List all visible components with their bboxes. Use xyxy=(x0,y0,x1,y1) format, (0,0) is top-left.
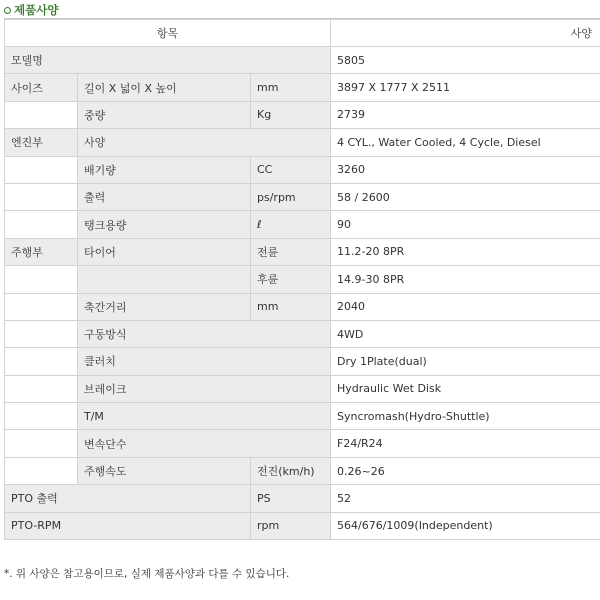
row-value: Dry 1Plate(dual) xyxy=(331,348,600,375)
table-row xyxy=(5,266,600,293)
row-category: 사이즈 xyxy=(5,74,78,101)
row-unit: CC xyxy=(251,156,331,183)
header-spec: 사양 xyxy=(331,20,600,47)
table-row xyxy=(5,238,600,265)
table-row xyxy=(5,293,600,320)
table-header-row xyxy=(5,20,600,47)
row-subitem: 변속단수 xyxy=(78,430,331,457)
row-category-empty xyxy=(5,266,78,293)
row-subitem: 사양 xyxy=(78,129,331,156)
row-value: 4 CYL., Water Cooled, 4 Cycle, Diesel xyxy=(331,129,600,156)
row-subitem: 클러치 xyxy=(78,348,331,375)
row-category-empty xyxy=(5,293,78,320)
row-subitem: 타이어 xyxy=(78,238,251,265)
row-unit: ps/rpm xyxy=(251,183,331,210)
row-category-empty xyxy=(5,403,78,430)
bullet-circle-icon xyxy=(4,7,11,14)
row-unit: Kg xyxy=(251,101,331,128)
row-unit: mm xyxy=(251,293,331,320)
row-category-empty xyxy=(5,183,78,210)
row-category: 주행부 xyxy=(5,238,78,265)
table-row xyxy=(5,47,600,74)
row-subitem: 출력 xyxy=(78,183,251,210)
row-label: PTO 출력 xyxy=(5,485,251,512)
table-row xyxy=(5,375,600,402)
disclaimer-note: *. 위 사양은 참고용이므로, 실제 제품사양과 다를 수 있습니다. xyxy=(4,568,290,580)
table-row xyxy=(5,512,600,539)
row-value: 90 xyxy=(331,211,600,238)
row-category-empty xyxy=(5,101,78,128)
row-unit: ℓ xyxy=(251,211,331,238)
row-value: 52 xyxy=(331,485,600,512)
row-value: Hydraulic Wet Disk xyxy=(331,375,600,402)
row-value: 14.9-30 8PR xyxy=(331,266,600,293)
table-row xyxy=(5,183,600,210)
row-value: 58 / 2600 xyxy=(331,183,600,210)
header-item: 항목 xyxy=(5,20,331,47)
row-unit: 후륜 xyxy=(251,266,331,293)
row-subitem: 구동방식 xyxy=(78,320,331,347)
row-category-empty xyxy=(5,457,78,484)
row-value: F24/R24 xyxy=(331,430,600,457)
row-value: 3260 xyxy=(331,156,600,183)
row-value: 2739 xyxy=(331,101,600,128)
row-subitem: 축간거리 xyxy=(78,293,251,320)
table-row xyxy=(5,320,600,347)
row-value: 11.2-20 8PR xyxy=(331,238,600,265)
row-value: 3897 X 1777 X 2511 xyxy=(331,74,600,101)
row-unit: mm xyxy=(251,74,331,101)
table-row xyxy=(5,430,600,457)
table-row xyxy=(5,74,600,101)
row-value: 2040 xyxy=(331,293,600,320)
spec-table xyxy=(4,19,600,540)
table-row xyxy=(5,156,600,183)
row-value: 5805 xyxy=(331,47,600,74)
row-subitem-empty xyxy=(78,266,251,293)
row-subitem: 중량 xyxy=(78,101,251,128)
row-value: 564/676/1009(Independent) xyxy=(331,512,600,539)
row-label: PTO-RPM xyxy=(5,512,251,539)
table-row xyxy=(5,457,600,484)
table-row xyxy=(5,129,600,156)
row-value: 0.26~26 xyxy=(331,457,600,484)
row-value: Syncromash(Hydro-Shuttle) xyxy=(331,403,600,430)
table-row xyxy=(5,348,600,375)
row-category-empty xyxy=(5,375,78,402)
row-subitem: 배기량 xyxy=(78,156,251,183)
row-unit: PS xyxy=(251,485,331,512)
row-category-empty xyxy=(5,211,78,238)
row-subitem: T/M xyxy=(78,403,331,430)
row-label: 모델명 xyxy=(5,47,331,74)
row-category-empty xyxy=(5,156,78,183)
row-category-empty xyxy=(5,348,78,375)
section-title-text: 제품사양 xyxy=(14,3,59,17)
table-row xyxy=(5,101,600,128)
row-unit: rpm xyxy=(251,512,331,539)
table-row xyxy=(5,403,600,430)
row-subitem: 길이 X 넓이 X 높이 xyxy=(78,74,251,101)
table-row xyxy=(5,485,600,512)
row-category-empty xyxy=(5,430,78,457)
row-subitem: 주행속도 xyxy=(78,457,251,484)
row-unit: 전륜 xyxy=(251,238,331,265)
row-subitem: 브레이크 xyxy=(78,375,331,402)
row-subitem: 탱크용량 xyxy=(78,211,251,238)
section-title xyxy=(4,2,58,18)
row-value: 4WD xyxy=(331,320,600,347)
table-row xyxy=(5,211,600,238)
row-category: 엔진부 xyxy=(5,129,78,156)
row-unit: 전진(km/h) xyxy=(251,457,331,484)
row-category-empty xyxy=(5,320,78,347)
